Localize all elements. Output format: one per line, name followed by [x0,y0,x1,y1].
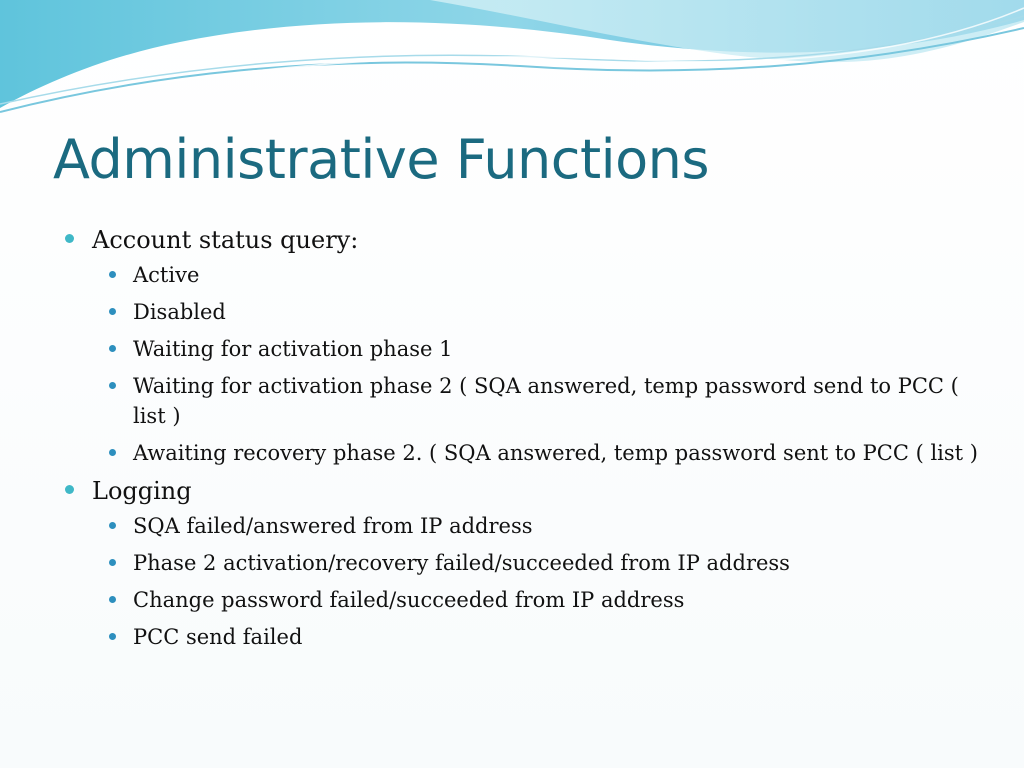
list-item-text: PCC send failed [133,625,303,649]
bullet-icon [65,485,74,494]
list-item [62,260,982,290]
list-item-text: Awaiting recovery phase 2. ( SQA answered, temp password sent to PCC ( list ) [133,441,978,465]
list-item-text: Active [133,263,200,287]
bullet-icon [109,633,116,640]
list-item [62,622,982,652]
bullet-icon [65,234,74,243]
list-item-text: Phase 2 activation/recovery failed/succeeded from IP address [133,551,790,575]
list-item-text: Change password failed/succeeded from IP address [133,588,685,612]
list-item [62,438,982,468]
section-heading-logging [62,475,982,507]
bullet-icon [109,308,116,315]
bullet-icon [109,449,116,456]
bullet-icon [109,559,116,566]
list-item [62,297,982,327]
list-item-text: Waiting for activation phase 2 ( SQA answered, temp password send to PCC ( list ) [133,374,959,428]
list-item [62,585,982,615]
bullet-icon [109,522,116,529]
bullet-icon [109,382,116,389]
decorative-wave-banner [0,0,1024,130]
account-status-list [62,260,982,468]
section-heading-account-status [62,224,982,256]
bullet-icon [109,596,116,603]
bullet-icon [109,345,116,352]
bullet-icon [109,271,116,278]
bullet-content [62,224,982,659]
list-item [62,371,982,431]
list-item [62,548,982,578]
list-item-text: Waiting for activation phase 1 [133,337,453,361]
slide-title: Administrative Functions [53,128,710,191]
list-item-text: SQA failed/answered from IP address [133,514,533,538]
section-heading-text: Account status query: [92,226,359,254]
list-item [62,511,982,541]
list-item-text: Disabled [133,300,226,324]
list-item [62,334,982,364]
logging-list [62,511,982,652]
section-heading-text: Logging [92,477,192,505]
